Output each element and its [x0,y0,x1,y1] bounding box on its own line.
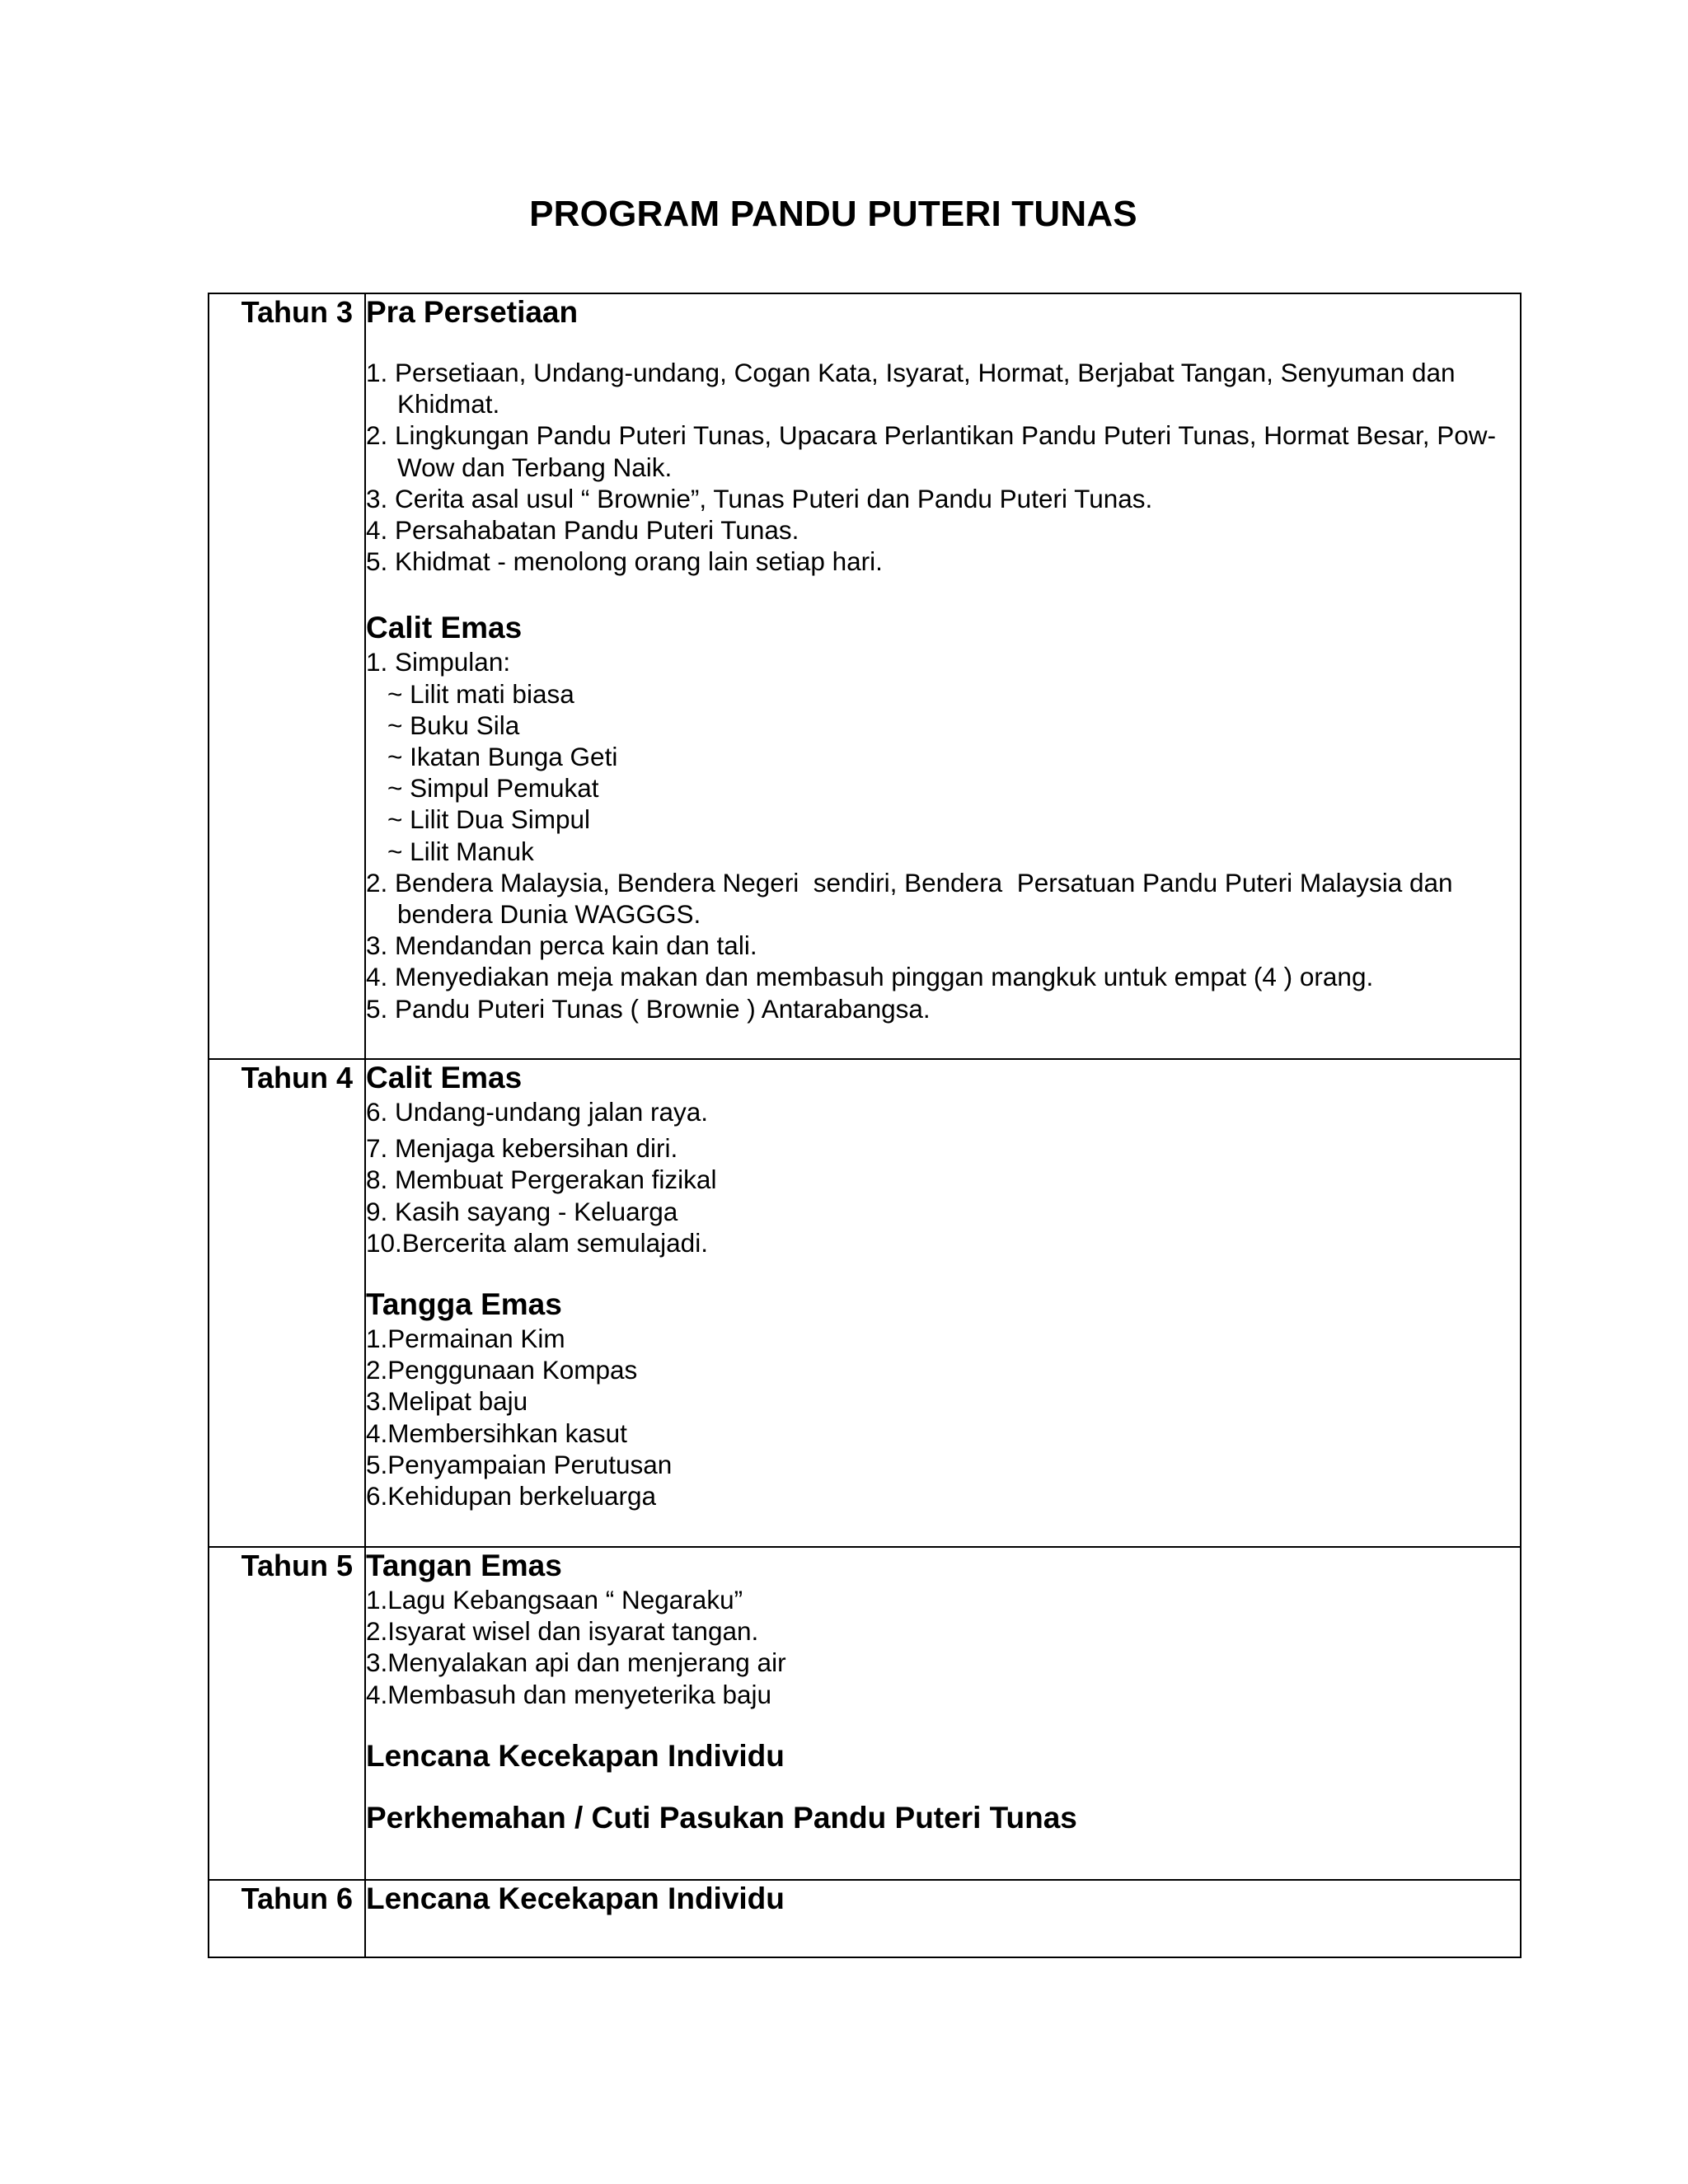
sub-list-item: ~ Simpul Pemukat [387,773,599,804]
list-item: 3.Menyalakan api dan menjerang air [366,1647,786,1678]
sub-list-item: ~ Ikatan Bunga Geti [387,742,618,772]
list-item: 3. Mendandan perca kain dan tali. [366,930,757,961]
sub-list-item: ~ Lilit Manuk [387,836,534,866]
section-heading: Lencana Kecekapan Individu [366,1738,785,1773]
list-item: 2. Bendera Malaysia, Bendera Negeri sendiri, Bendera Persatuan Pandu Puteri Malaysia dan bendera Dunia WAGGGS. [366,867,1461,930]
table-row-tahun-6 [209,1880,1521,1957]
list-item: 4. Persahabatan Pandu Puteri Tunas. [366,515,799,546]
year-label: Tahun 4 [241,1061,353,1094]
section-heading: Lencana Kecekapan Individu [366,1882,785,1915]
section-heading: Pra Persetiaan [366,295,579,329]
list-item: 5. Khidmat - menolong orang lain setiap hari. [366,546,883,577]
list-item: 2. Lingkungan Pandu Puteri Tunas, Upacara Perlantikan Pandu Puteri Tunas, Hormat Besar, Pow-Wow dan Terbang Naik. [366,420,1497,482]
table-row-tahun-4 [209,1059,1521,1547]
list-item: 7. Menjaga kebersihan diri. [366,1133,678,1164]
list-item: 10.Bercerita alam semulajadi. [366,1227,708,1258]
list-item: 1.Lagu Kebangsaan “ Negaraku” [366,1585,743,1615]
section-heading: Calit Emas [366,611,523,645]
content-cell [365,1059,1521,1547]
section-heading: Tangga Emas [366,1287,562,1322]
year-cell [209,293,365,1059]
page-title: PROGRAM PANDU PUTERI TUNAS [529,194,1137,234]
list-item: 3.Melipat baju [366,1386,528,1417]
list-item: 1.Permainan Kim [366,1324,565,1354]
list-item: 2.Penggunaan Kompas [366,1355,638,1385]
year-label: Tahun 3 [241,295,353,329]
list-item: 6. Undang-undang jalan raya. [366,1097,709,1127]
content-cell [365,1880,1521,1957]
sub-list-item: ~ Lilit Dua Simpul [387,804,590,835]
list-item: 6.Kehidupan berkeluarga [366,1481,657,1511]
list-item: 2.Isyarat wisel dan isyarat tangan. [366,1616,759,1647]
sub-list-item: ~ Lilit mati biasa [387,678,574,709]
list-item: 5.Penyampaian Perutusan [366,1449,673,1479]
table-row-tahun-5 [209,1547,1521,1880]
list-item: 8. Membuat Pergerakan fizikal [366,1165,717,1195]
list-item: 5. Pandu Puteri Tunas ( Brownie ) Antarabangsa. [366,993,931,1024]
section-heading: Tangan Emas [366,1549,562,1582]
section-heading: Calit Emas [366,1061,523,1094]
table-row-tahun-3 [209,293,1521,1059]
year-label: Tahun 6 [241,1882,353,1915]
year-cell [209,1880,365,1957]
list-item: 9. Kasih sayang - Keluarga [366,1196,678,1226]
year-cell [209,1059,365,1547]
content-cell [365,1547,1521,1880]
list-item: 4.Membersihkan kasut [366,1418,627,1448]
program-table [208,293,1522,1958]
list-item: 3. Cerita asal usul “ Brownie”, Tunas Puteri dan Pandu Puteri Tunas. [366,483,1153,513]
list-item: 1. Simpulan: [366,647,511,677]
content-cell [365,293,1521,1059]
list-item: 4. Menyediakan meja makan dan membasuh pinggan mangkuk untuk empat (4 ) orang. [366,962,1374,992]
year-cell [209,1547,365,1880]
sub-list-item: ~ Buku Sila [387,710,520,740]
section-heading: Perkhemahan / Cuti Pasukan Pandu Puteri Tunas [366,1800,1077,1835]
list-item: 1. Persetiaan, Undang-undang, Cogan Kata, Isyarat, Hormat, Berjabat Tangan, Senyuman dan Khidmat. [366,358,1463,419]
list-item: 4.Membasuh dan menyeterika baju [366,1679,772,1709]
year-label: Tahun 5 [241,1549,353,1582]
